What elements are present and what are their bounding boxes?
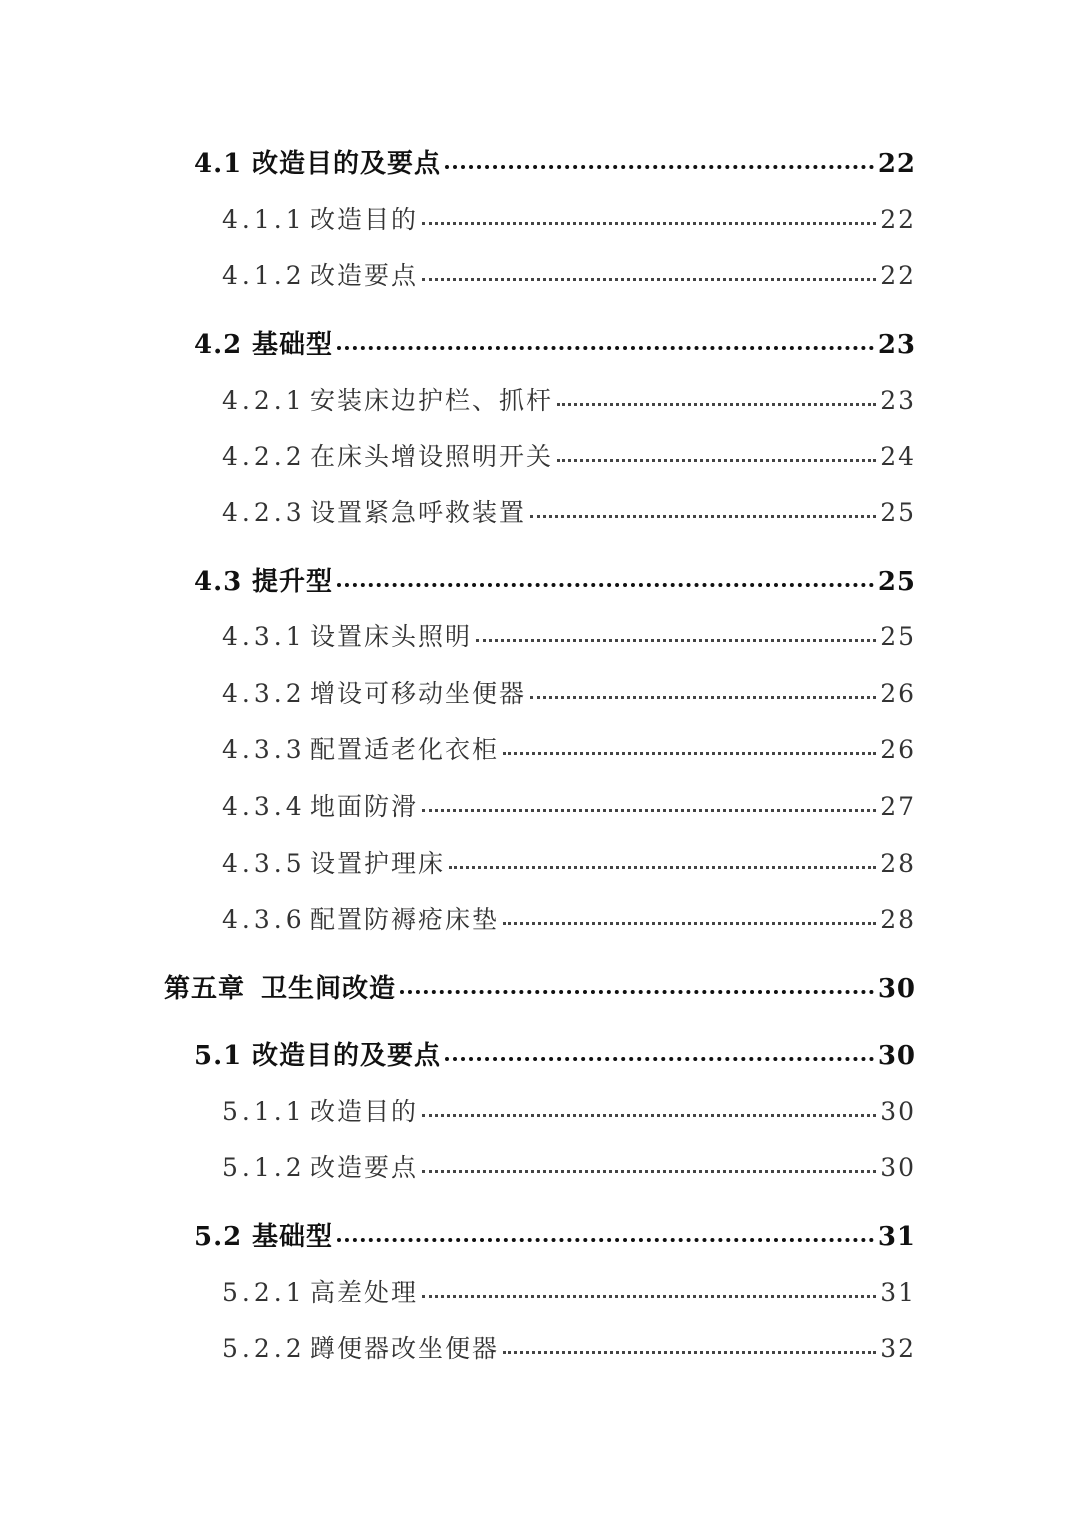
- toc-entry-title: 在床头增设照明开关: [310, 442, 554, 471]
- toc-entry-page: 24: [880, 442, 916, 471]
- toc-entry-title: 改造目的: [310, 205, 419, 234]
- dot-leader: [557, 459, 876, 462]
- toc-entry-number: 4.3.5: [222, 849, 306, 878]
- toc-entry-number: 4.3.3: [222, 735, 306, 764]
- toc-entry: [222, 493, 916, 529]
- dot-leader: [422, 1170, 876, 1173]
- toc-entry-title: 基础型: [252, 330, 334, 360]
- toc-entry: [222, 1329, 916, 1365]
- dot-leader: [400, 990, 874, 994]
- dot-leader: [449, 866, 876, 869]
- dot-leader: [337, 346, 874, 350]
- toc-entry-page: 32: [880, 1334, 916, 1363]
- toc-entry-page: 25: [877, 567, 916, 597]
- toc-entry: [222, 200, 916, 236]
- dot-leader: [445, 1057, 874, 1061]
- toc-entry-number: 4.3.1: [222, 622, 306, 651]
- toc-entry-page: 31: [877, 1222, 916, 1252]
- dot-leader: [476, 639, 876, 642]
- toc-entry-page: 27: [880, 792, 916, 821]
- dot-leader: [422, 809, 876, 812]
- toc-entry: [222, 437, 916, 473]
- toc-entry-title: 设置床头照明: [310, 622, 473, 651]
- toc-entry-title: 改造目的及要点: [252, 1041, 442, 1071]
- toc-entry-number: 5.1.2: [222, 1153, 306, 1182]
- toc-entry-number: 4.2.2: [222, 442, 306, 471]
- dot-leader: [503, 922, 876, 925]
- toc-entry-page: 23: [877, 330, 916, 360]
- toc-entry-page: 22: [877, 149, 916, 179]
- toc-entry: [194, 324, 916, 361]
- toc-entry-page: 28: [880, 849, 916, 878]
- dot-leader: [445, 165, 874, 169]
- toc-entry-title: 改造目的及要点: [252, 149, 442, 179]
- toc-entry: [222, 1148, 916, 1184]
- dot-leader: [422, 1295, 876, 1298]
- toc-entry-number: 4.3.4: [222, 792, 306, 821]
- toc-entry-number: 4.1.2: [222, 261, 306, 290]
- toc-entry: [222, 844, 916, 880]
- toc-entry-page: 26: [880, 679, 916, 708]
- toc-entry-title: 高差处理: [310, 1278, 419, 1307]
- toc-entry-page: 26: [880, 735, 916, 764]
- dot-leader: [422, 278, 876, 281]
- toc-entry-number: 5.1.1: [222, 1097, 306, 1126]
- toc-entry-number: 第五章: [164, 974, 246, 1004]
- toc-entry-number: 5.1: [194, 1041, 243, 1071]
- toc-entry-title: 配置防褥疮床垫: [310, 905, 500, 934]
- toc-entry: [222, 1273, 916, 1309]
- toc-entry-title: 改造要点: [310, 261, 419, 290]
- toc-entry: [194, 1216, 916, 1253]
- toc-entry-title: 设置护理床: [310, 849, 446, 878]
- toc-entry-number: 4.2.3: [222, 498, 306, 527]
- toc-entry: [222, 1092, 916, 1128]
- dot-leader: [503, 752, 876, 755]
- dot-leader: [503, 1351, 876, 1354]
- toc-entry-title: 改造要点: [310, 1153, 419, 1182]
- toc-entry: [194, 1035, 916, 1072]
- dot-leader: [530, 696, 876, 699]
- toc-entry-title: 基础型: [252, 1222, 334, 1252]
- toc-entry-number: 4.3.6: [222, 905, 306, 934]
- toc-entry-page: 22: [880, 261, 916, 290]
- toc-entry-number: 4.1.1: [222, 205, 306, 234]
- toc-entry-page: 25: [880, 622, 916, 651]
- toc-entry-title: 地面防滑: [310, 792, 419, 821]
- toc-entry-number: 4.3: [194, 567, 243, 597]
- toc-entry-number: 4.2: [194, 330, 243, 360]
- toc-entry-page: 22: [880, 205, 916, 234]
- toc-entry-title: 提升型: [252, 567, 334, 597]
- toc-entry-page: 28: [880, 905, 916, 934]
- toc-entry-number: 5.2: [194, 1222, 243, 1252]
- toc-entry: [222, 617, 916, 653]
- toc-entry: [222, 674, 916, 710]
- dot-leader: [422, 222, 876, 225]
- toc-entry-title: 安装床边护栏、抓杆: [310, 386, 554, 415]
- toc-entry: [164, 968, 916, 1005]
- toc-entry-page: 23: [880, 386, 916, 415]
- toc-entry-number: 4.1: [194, 149, 243, 179]
- toc-entry-title: 配置适老化衣柜: [310, 735, 500, 764]
- toc-entry-page: 30: [880, 1097, 916, 1126]
- toc-entry-page: 31: [880, 1278, 916, 1307]
- toc-entry-title: 改造目的: [310, 1097, 419, 1126]
- dot-leader: [530, 515, 876, 518]
- toc-entry: [222, 730, 916, 766]
- toc-entry: [222, 900, 916, 936]
- dot-leader: [557, 403, 876, 406]
- toc-entry-title: 增设可移动坐便器: [310, 679, 527, 708]
- toc-entry: [194, 561, 916, 598]
- toc-entry-page: 30: [880, 1153, 916, 1182]
- toc-entry-page: 30: [877, 1041, 916, 1071]
- toc-entry-title: 设置紧急呼救装置: [310, 498, 527, 527]
- toc-entry-number: 5.2.2: [222, 1334, 306, 1363]
- toc-entry-title: 蹲便器改坐便器: [310, 1334, 500, 1363]
- toc-entry-title: 卫生间改造: [261, 974, 397, 1004]
- toc-entry-number: 4.3.2: [222, 679, 306, 708]
- toc-entry: [194, 143, 916, 180]
- dot-leader: [422, 1114, 876, 1117]
- toc-entry-number: 5.2.1: [222, 1278, 306, 1307]
- toc-entry-page: 25: [880, 498, 916, 527]
- dot-leader: [337, 1238, 874, 1242]
- toc-entry: [222, 787, 916, 823]
- toc-entry: [222, 381, 916, 417]
- toc-entry-page: 30: [877, 974, 916, 1004]
- toc-entry-number: 4.2.1: [222, 386, 306, 415]
- dot-leader: [337, 583, 874, 587]
- toc-entry: [222, 256, 916, 292]
